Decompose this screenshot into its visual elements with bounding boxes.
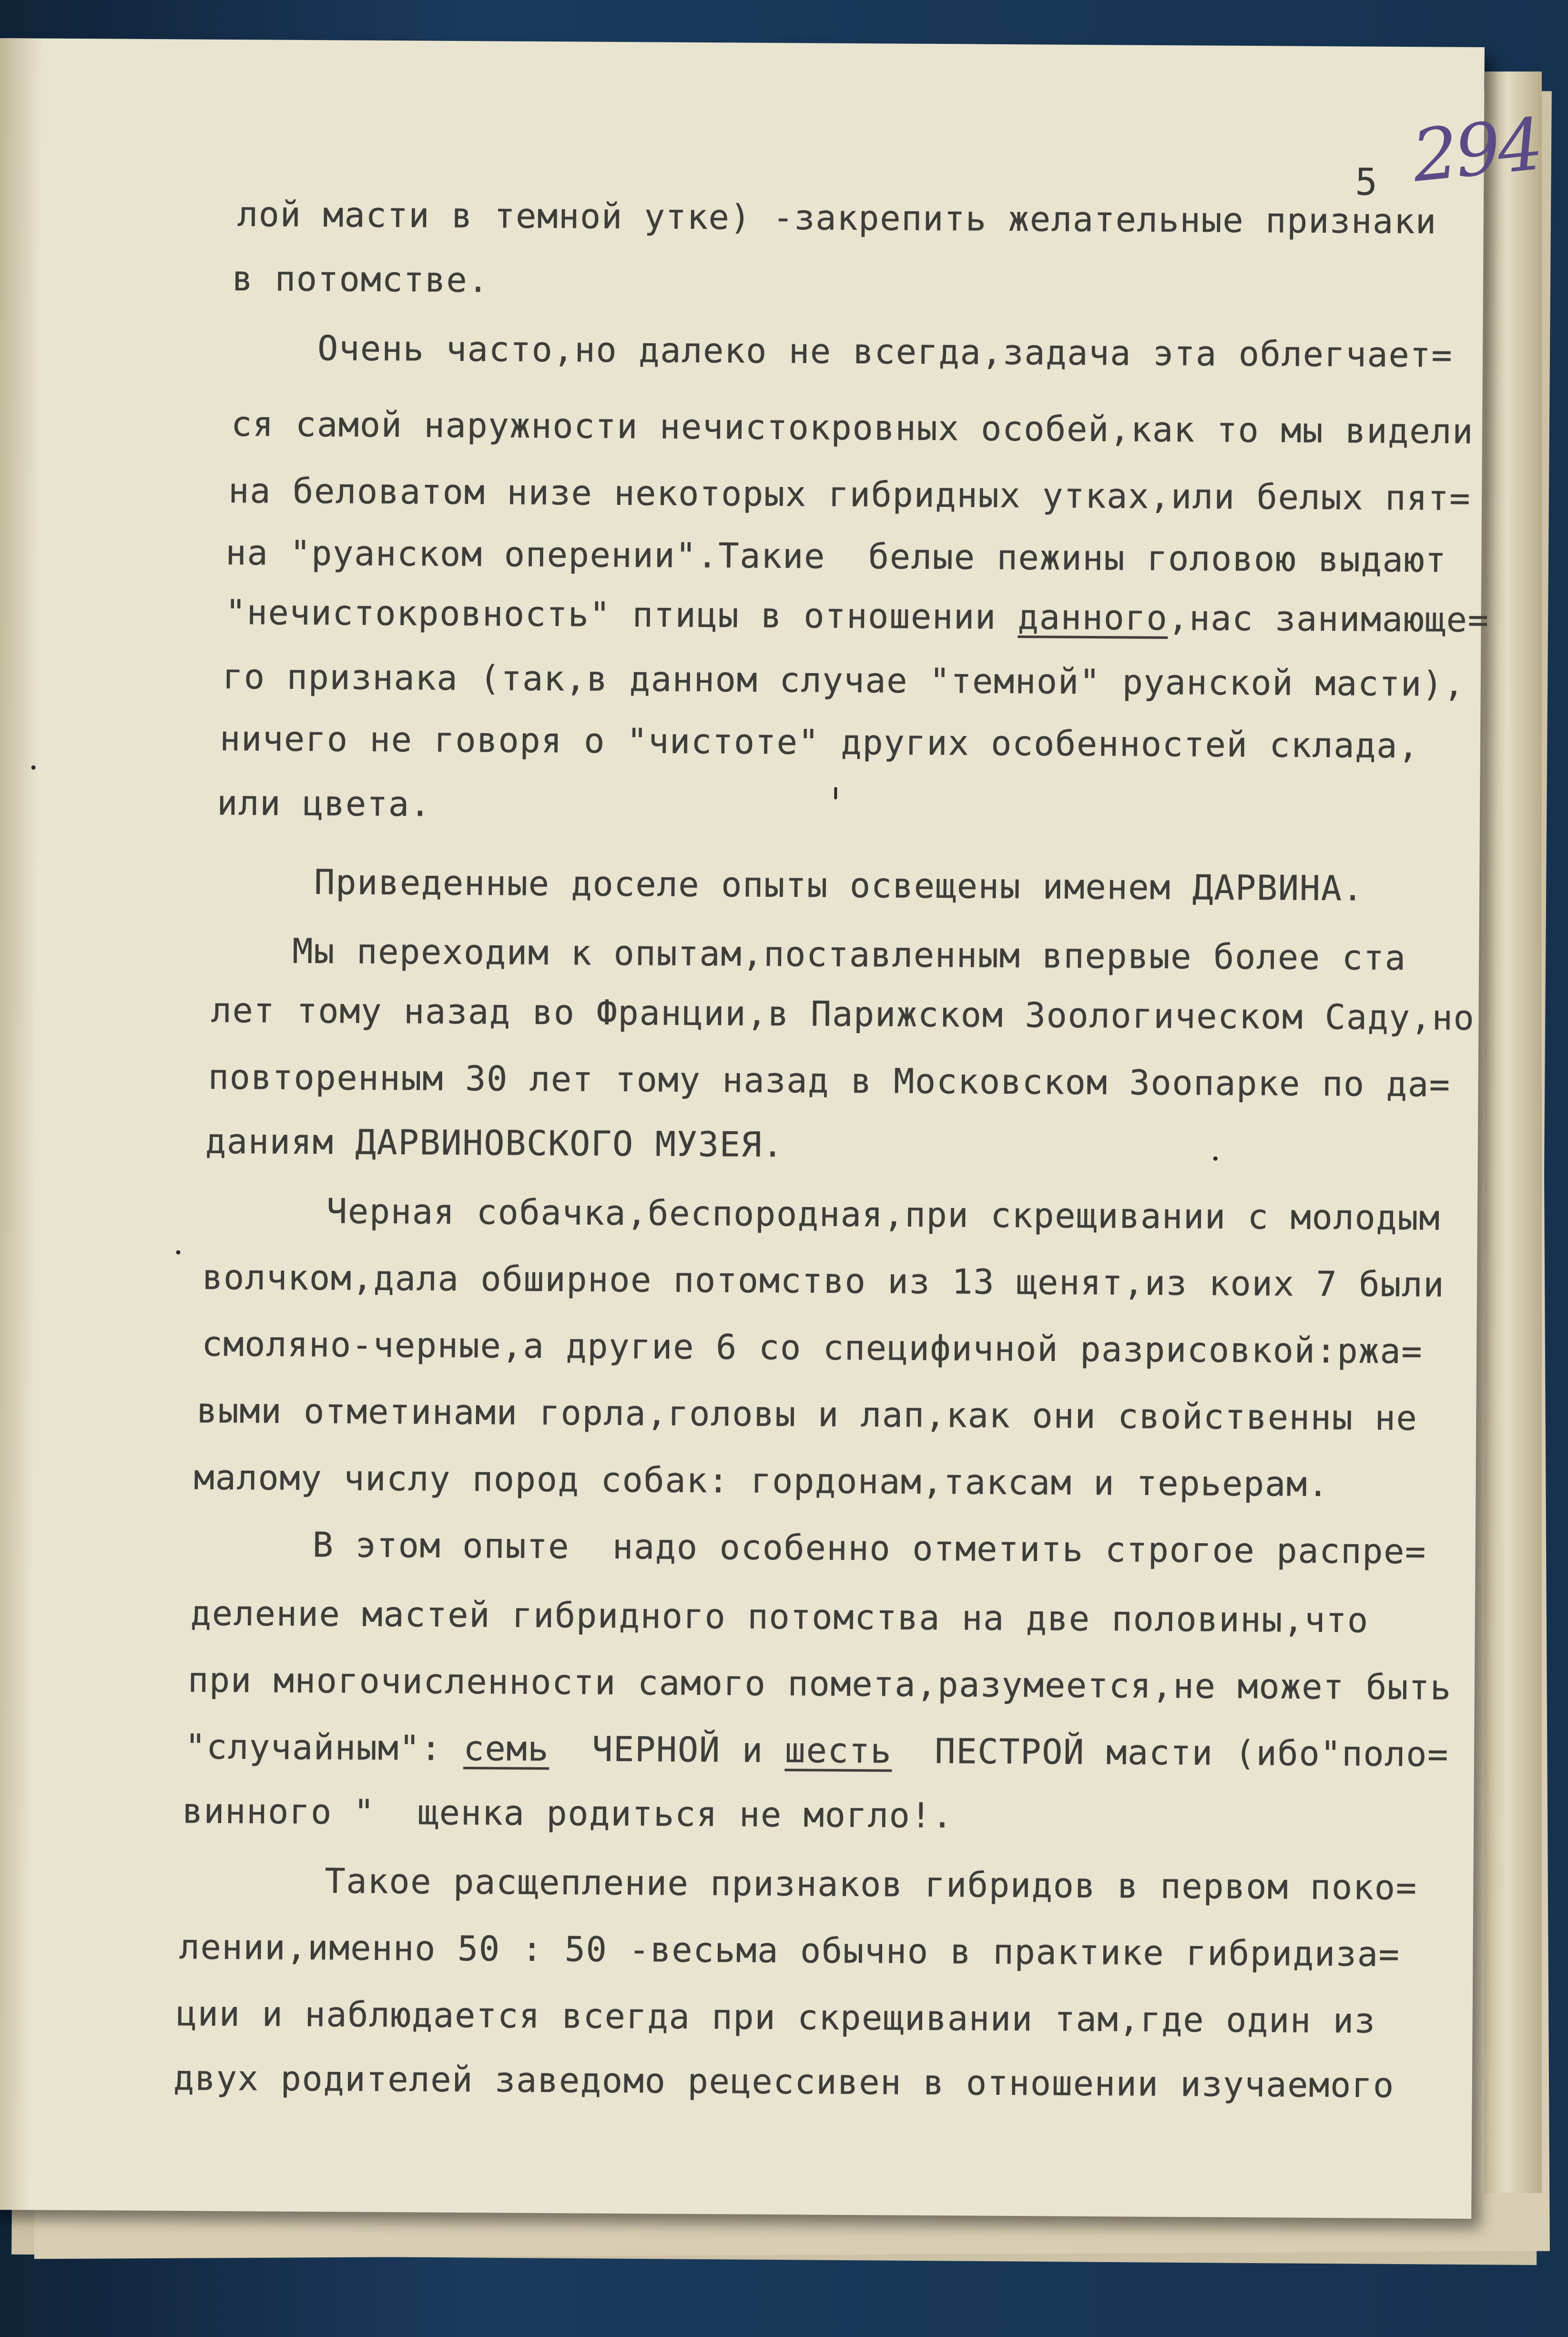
handwritten-archive-number: 294	[1408, 103, 1544, 198]
line-text: Мы переходим к опытам,поставленным впервые более ста	[292, 931, 1406, 978]
line-text: при многочисленности самого помета,разумеется,не может быть	[187, 1660, 1452, 1708]
text-line	[222, 656, 1466, 704]
text-line	[182, 1791, 954, 1836]
text-line	[179, 1927, 1400, 1975]
text-line	[312, 1525, 1427, 1572]
paper-speck	[31, 765, 36, 769]
line-text: смоляно-черные,а другие 6 со специфичной разрисовкой:ржа=	[202, 1323, 1423, 1372]
text-line	[314, 862, 1364, 909]
page-number: 5	[1354, 161, 1378, 204]
text-line	[184, 1726, 1449, 1774]
paper-speck	[1213, 1157, 1218, 1161]
text-line	[317, 328, 1453, 375]
paper-speck	[834, 787, 837, 800]
text-line	[205, 1121, 784, 1165]
line-text: ничего не говоря о "чистоте" других особенностей склада,	[219, 718, 1420, 766]
text-line	[232, 258, 489, 300]
line-text: волчком,дала обширное потомство из 13 щенят,из коих 7 были	[202, 1257, 1445, 1305]
line-text: ся самой наружности нечистокровных особей,как то мы видели	[231, 403, 1474, 451]
line-text: ПЕСТРОЙ масти (ибо"поло=	[892, 1731, 1449, 1774]
text-line	[193, 1457, 1330, 1505]
line-text: на беловатом низе некоторых гибридных утках,или белых пят=	[228, 470, 1471, 518]
text-line	[216, 782, 431, 824]
text-line	[202, 1257, 1445, 1305]
line-text: лении,именно 50 : 50 -весьма обычно в практике гибридиза=	[179, 1927, 1400, 1975]
text-line	[225, 592, 1489, 640]
line-text: лет тому назад во Франции,в Парижском Зоологическом Саду,но	[211, 990, 1475, 1038]
stacked-page-edges	[1485, 72, 1542, 2193]
line-text: В этом опыте надо особенно отметить строгое распре=	[312, 1525, 1427, 1572]
text-line	[190, 1593, 1369, 1640]
text-line	[231, 403, 1474, 451]
line-text: винного " щенка родиться не могло!.	[182, 1791, 954, 1836]
text-line	[325, 1861, 1417, 1908]
line-text: даниям ДАРВИНОВСКОГО МУЗЕЯ.	[205, 1121, 784, 1165]
text-line	[196, 1390, 1418, 1438]
line-text: Приведенные доселе опыты освещены именем ДАРВИНА.	[314, 862, 1364, 909]
underlined-word: семь	[463, 1728, 550, 1769]
typewritten-page	[0, 38, 1544, 2219]
text-line	[225, 532, 1447, 580]
line-text: на "руанском оперении".Такие белые пежины головою выдают	[225, 532, 1447, 580]
text-line	[326, 1191, 1441, 1238]
text-line	[176, 1993, 1376, 2041]
text-line	[173, 2058, 1395, 2105]
line-text: "нечистокровность" птицы в отношении	[225, 592, 1018, 637]
line-text: Черная собачка,беспородная,при скрещивании с молодым	[326, 1191, 1441, 1238]
line-text: "случайным":	[184, 1726, 464, 1769]
line-text: Такое расщепление признаков гибридов в первом поко=	[325, 1861, 1417, 1908]
line-text: деление мастей гибридного потомства на две половины,что	[190, 1593, 1369, 1640]
line-text: малому числу пород собак: гордонам,таксам и терьерам.	[193, 1457, 1330, 1505]
line-text: Очень часто,но далеко не всегда,задача эта облегчает=	[317, 328, 1453, 375]
line-text: ЧЕРНОЙ и	[549, 1729, 785, 1771]
line-text: ,нас занимающе=	[1168, 597, 1489, 640]
text-line	[211, 990, 1475, 1038]
line-text: повторенным 30 лет тому назад в Московском Зоопарке по да=	[208, 1056, 1451, 1105]
paper-speck	[176, 1250, 180, 1254]
underlined-word: данного	[1018, 597, 1168, 638]
text-line	[228, 470, 1471, 518]
underlined-word: шесть	[784, 1730, 892, 1771]
line-text: выми отметинами горла,головы и лап,как они свойственны не	[196, 1390, 1418, 1438]
text-line	[292, 931, 1406, 978]
line-text: или цвета.	[216, 782, 431, 824]
line-text: ции и наблюдается всегда при скрещивании там,где один из	[176, 1993, 1376, 2041]
line-text: го признака (так,в данном случае "темной" руанской масти),	[222, 656, 1466, 704]
text-line	[208, 1056, 1451, 1105]
text-line	[219, 718, 1420, 766]
line-text: лой масти в темной утке) -закрепить желательные признаки	[237, 194, 1437, 242]
line-text: в потомстве.	[232, 258, 489, 300]
text-line	[202, 1323, 1423, 1372]
text-line	[187, 1660, 1452, 1708]
line-text: двух родителей заведомо рецессивен в отношении изучаемого	[173, 2058, 1395, 2105]
text-line	[237, 194, 1437, 242]
